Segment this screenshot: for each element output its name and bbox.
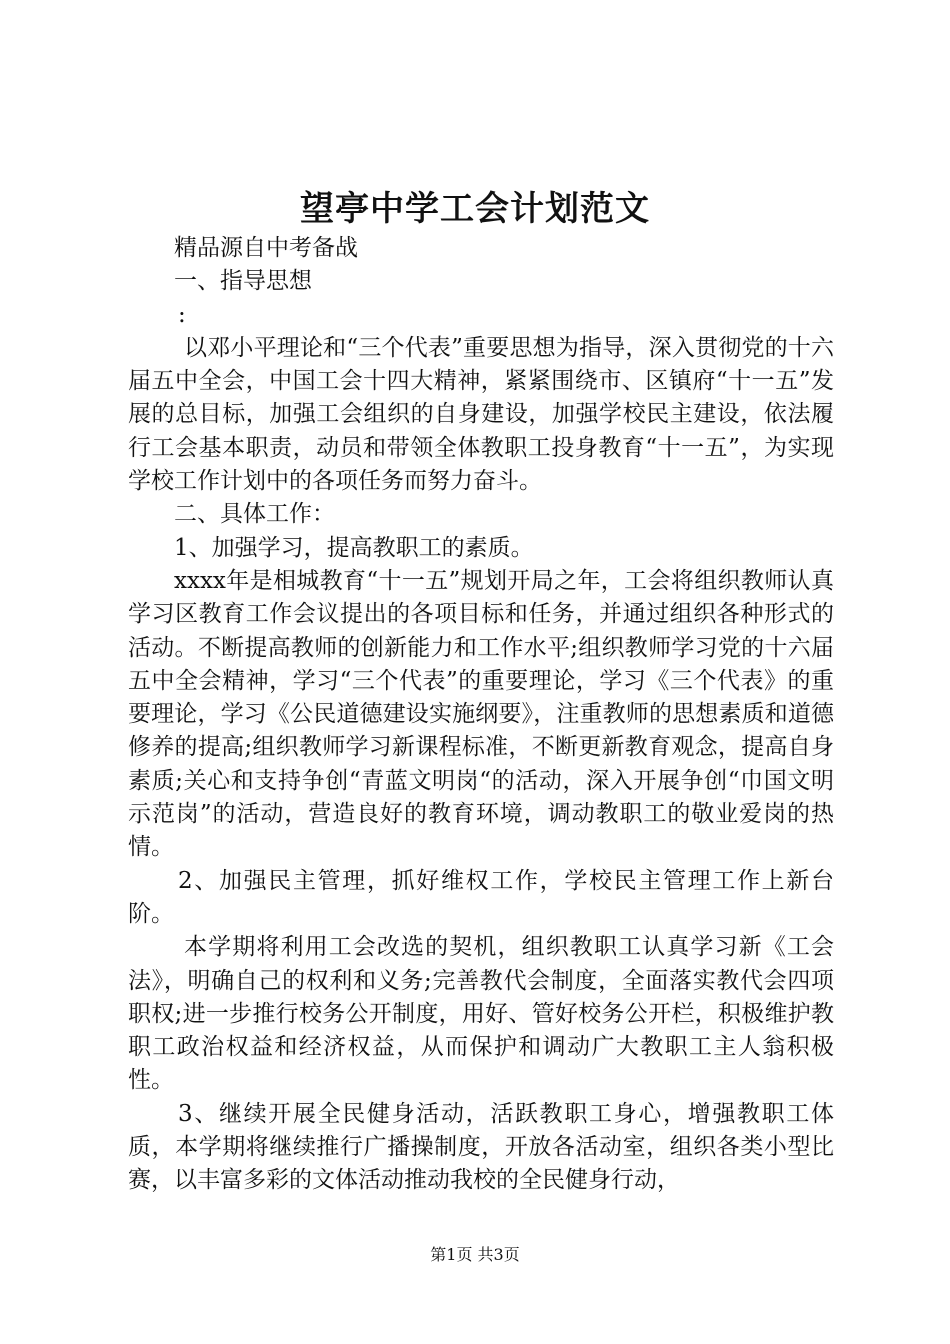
paragraph-item-2: 本学期将利用工会改选的契机，组织教职工认真学习新《工会法》，明确自己的权利和义务;完善教代会制度，全面落实教代会四项职权;进一步推行校务公开制度，用好、管好校务公开栏，积极维护教职工政治权益和经济权益，从而保护和调动广大教职工主人翁积极性。 xyxy=(128,934,834,1094)
page-footer: 第1页 共3页 xyxy=(430,1245,520,1264)
section-heading-specific-work: 二、具体工作： xyxy=(174,501,335,528)
document-title: 望亭中学工会计划范文 xyxy=(300,189,650,229)
document-body xyxy=(128,232,834,1198)
item-heading-1: 1、加强学习，提高教职工的素质。 xyxy=(174,534,534,561)
paragraph-guiding-ideology: 以邓小平理论和“三个代表”重要思想为指导，深入贯彻党的十六届五中全会，中国工会十四大精神，紧紧围绕市、区镇府“十一五”发展的总目标，加强工会组织的自身建设，加强学校民主建设，依法履行工会基本职责，动员和带领全体教职工投身教育“十一五”，为实现学校工作计划中的各项任务而努力奋斗。 xyxy=(128,334,834,495)
item-heading-3: 3、继续开展全民健身活动，活跃教职工身心，增强教职工体质，本学期将继续推行广播操制度，开放各活动室，组织各类小型比赛，以丰富多彩的文体活动推动我校的全民健身行动， xyxy=(128,1100,834,1194)
section-heading-guiding-ideology: 一、指导思想 xyxy=(174,268,312,295)
source-line: 精品源自中考备战 xyxy=(174,235,358,261)
colon-line: : xyxy=(178,301,186,328)
item-heading-2: 2、加强民主管理，抓好维权工作，学校民主管理工作上新台阶。 xyxy=(128,867,834,927)
paragraph-item-1: xxxx年是相城教育“十一五”规划开局之年，工会将组织教师认真学习区教育工作会议提出的各项目标和任务，并通过组织各种形式的活动。不断提高教师的创新能力和工作水平;组织教师学习党的十六届五中全会精神，学习“三个代表”的重要理论，学习《三个代表》的重要理论，学习《公民道德建设实施纲要》，注重教师的思想素质和道德修养的提高;组织教师学习新课程标准，不断更新教育观念，提高自身素质;关心和支持争创“青蓝文明岗“的活动，深入开展争创“巾国文明示范岗”的活动，营造良好的教育环境，调动教职工的敬业爱岗的热情。 xyxy=(128,567,834,861)
